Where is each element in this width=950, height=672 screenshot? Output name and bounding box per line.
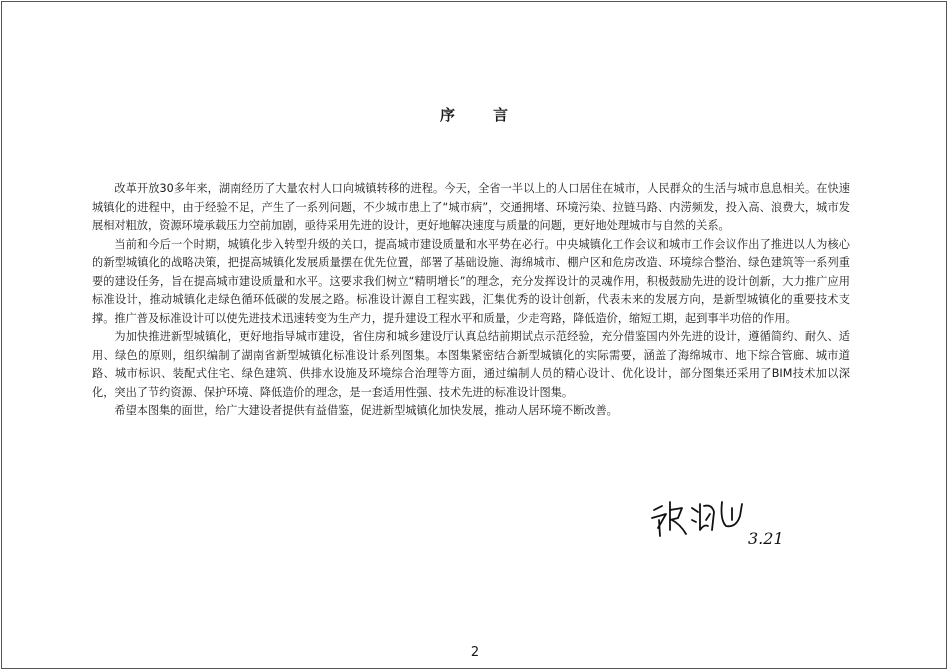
paragraph-4: 希望本图集的面世，给广大建设者提供有益借鉴，促进新型城镇化加快发展，推动人居环境不断改善。 xyxy=(114,404,618,417)
title-char-2: 言 xyxy=(493,106,511,124)
preface-body xyxy=(92,180,850,421)
paragraph-3: 为加快推进新型城镇化，更好地指导城市建设，省住房和城乡建设厅认真总结前期试点示范经验，充分借鉴国内外先进的设计，遵循简约、耐久、适用、绿色的原则，组织编制了湖南省新型城镇化标准设计系列图集。本图集紧密结合新型城镇化的实际需要，涵盖了海绵城市、地下综合管廊、城市道路、城市标识、装配式住宅、绿色建筑、供排水设施及环境综合治理等方面，通过编制人员的精心设计、优化设计，部分图集还采用了BIM技术加以深化，突出了节约资源、保护环境、降低造价的理念，是一套适用性强、技术先进的标准设计图集。 xyxy=(92,330,850,399)
paragraph-2: 当前和今后一个时期，城镇化步入转型升级的关口，提高城市建设质量和水平势在必行。中央城镇化工作会议和城市工作会议作出了推进以人为核心的新型城镇化的战略决策，把提高城镇化发展质量摆在优先位置，部署了基础设施、海绵城市、棚户区和危房改造、环境综合整治、绿色建筑等一系列重要的建设任务，旨在提高城市建设质量和水平。这要求我们树立“精明增长”的理念，充分发挥设计的灵魂作用，积极鼓励先进的设计创新，大力推广应用标准设计，推动城镇化走绿色循环低碳的发展之路。标准设计源自工程实践，汇集优秀的设计创新，代表未来的发展方向，是新型城镇化的重要技术支撑。推广普及标准设计可以使先进技术迅速转变为生产力，提升建设工程水平和质量，少走弯路，降低造价，缩短工期，起到事半功倍的作用。 xyxy=(92,237,850,325)
signature-date: 3.21 xyxy=(748,529,784,548)
paragraph-1: 改革开放30多年来，湖南经历了大量农村人口向城镇转移的进程。今天，全省一半以上的人口居住在城市，人民群众的生活与城市息息相关。在快速城镇化的进程中，由于经验不足，产生了一系列问题，不少城市患上了“城市病”，交通拥堵、环境污染、拉链马路、内涝频发，投入高、浪费大，城市发展相对粗放，资源环境承载压力空前加剧，亟待采用先进的设计，更好地解决速度与质量的问题，更好地处理城市与自然的关系。 xyxy=(92,182,850,232)
title-char-1: 序 xyxy=(439,106,457,124)
page-title xyxy=(0,104,950,125)
handwritten-signature xyxy=(648,490,828,560)
page-number: 2 xyxy=(470,645,480,660)
